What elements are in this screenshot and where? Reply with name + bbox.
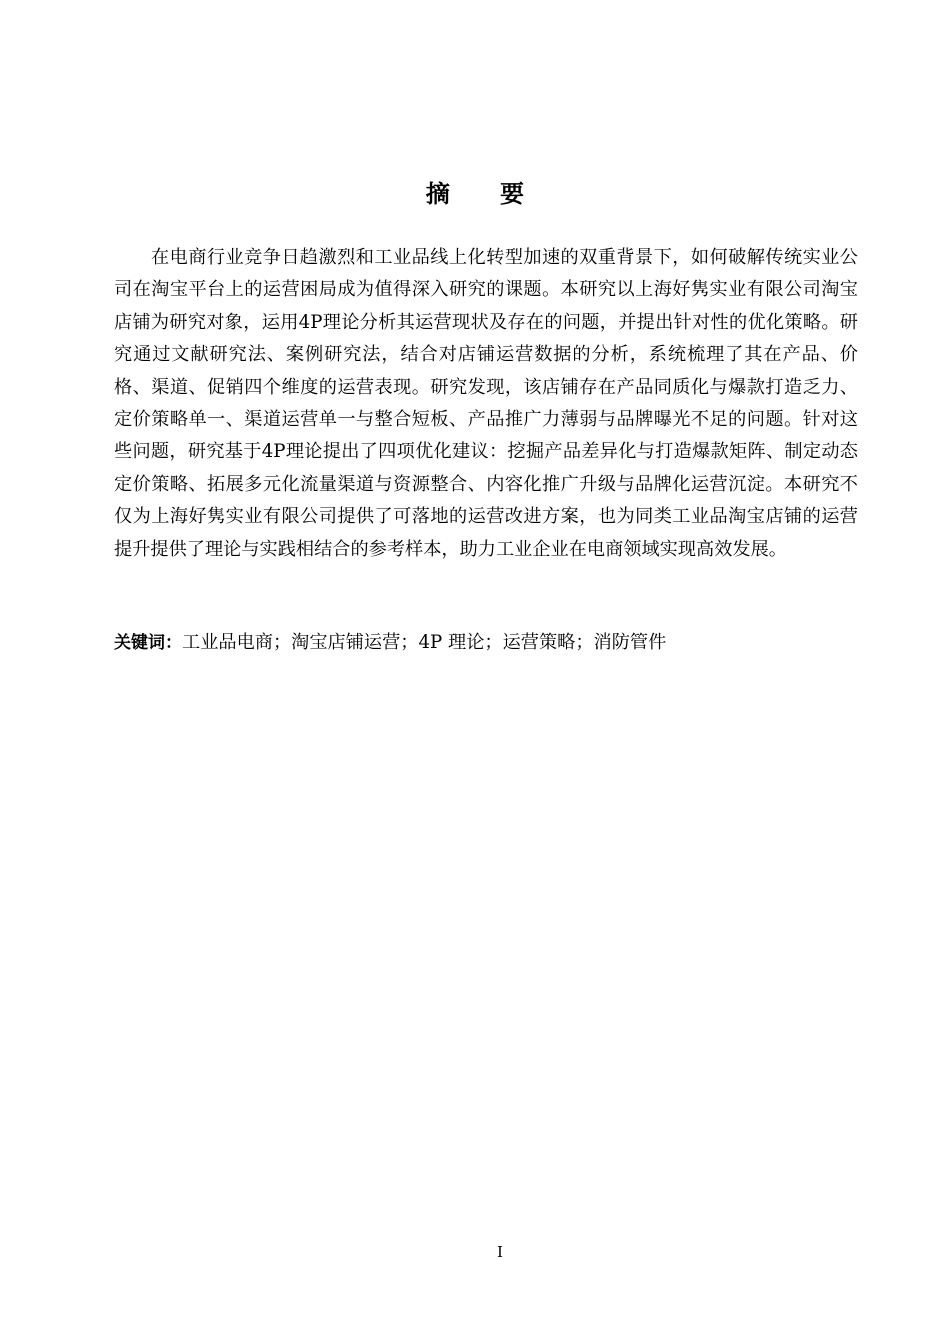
abstract-title: 摘 要 [425,180,525,208]
keywords-line [114,627,858,659]
keywords-label: 关键词： [114,633,182,653]
keywords-text: 工业品电商；淘宝店铺运营；4P 理论；运营策略；消防管件 [182,632,667,653]
abstract-body: 在电商行业竞争日趋激烈和工业品线上化转型加速的双重背景下，如何破解传统实业公司在淘宝平台上的运营困局成为值得深入研究的课题。本研究以上海好隽实业有限公司淘宝店铺为研究对象，运用4P理论分析其运营现状及存在的问题，并提出针对性的优化策略。研究通过文献研究法、案例研究法，结合对店铺运营数据的分析，系统梳理了其在产品、价格、渠道、促销四个维度的运营表现。研究发现，该店铺存在产品同质化与爆款打造乏力、定价策略单一、渠道运营单一与整合短板、产品推广力薄弱与品牌曝光不足的问题。针对这些问题，研究基于4P理论提出了四项优化建议：挖掘产品差异化与打造爆款矩阵、制定动态定价策略、拓展多元化流量渠道与资源整合、内容化推广升级与品牌化运营沉淀。本研究不仅为上海好隽实业有限公司提供了可落地的运营改进方案，也为同类工业品淘宝店铺的运营提升提供了理论与实践相结合的参考样本，助力工业企业在电商领域实现高效发展。 [114,247,858,560]
page-number: I [497,1243,503,1261]
